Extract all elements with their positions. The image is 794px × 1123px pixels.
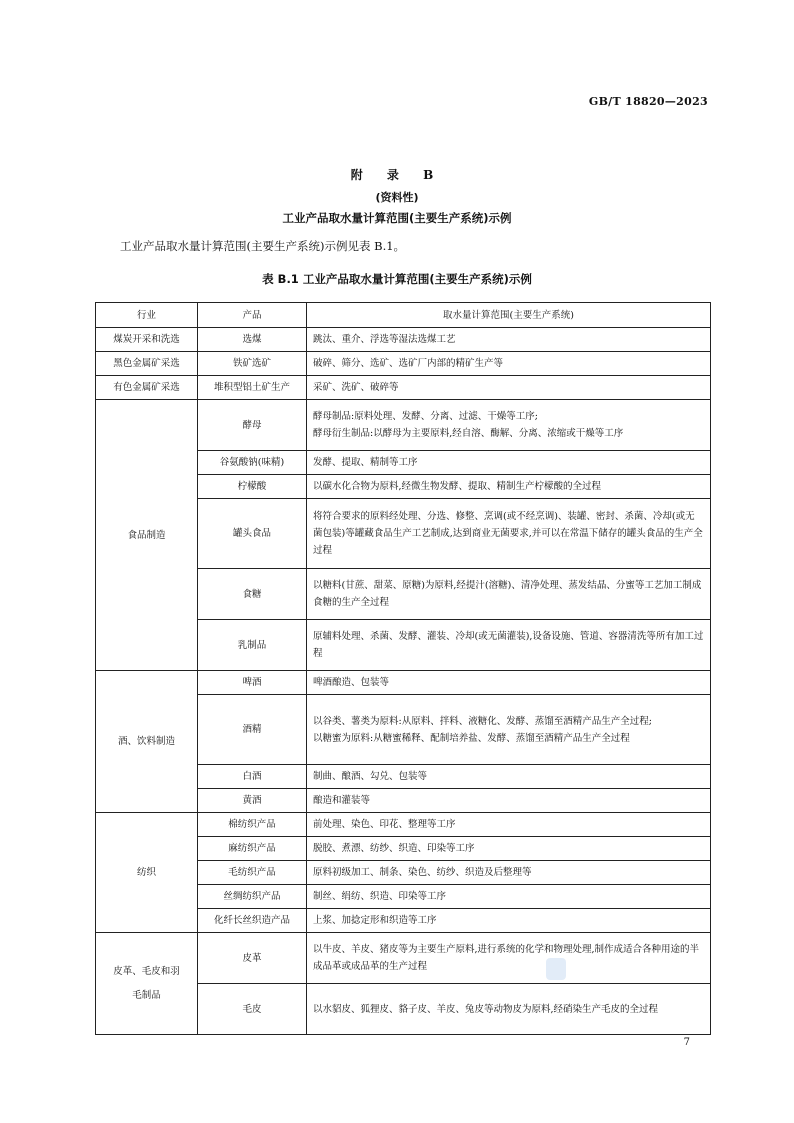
product-cell: 酒精 — [198, 695, 307, 765]
product-cell: 毛皮 — [198, 984, 307, 1035]
product-cell: 啤酒 — [198, 671, 307, 695]
table-row — [96, 328, 711, 352]
scope-line: 上浆、加捻定形和织造等工序 — [313, 915, 437, 926]
table-header-cell: 取水量计算范围(主要生产系统) — [307, 303, 711, 328]
scope-cell — [307, 695, 711, 765]
scope-cell — [307, 376, 711, 400]
scope-line: 酿造和灌装等 — [313, 795, 371, 806]
annex-title: 附 录 B — [350, 168, 444, 182]
scope-cell — [307, 451, 711, 475]
intro-paragraph: 工业产品取水量计算范围(主要生产系统)示例见表 B.1。 — [120, 239, 406, 253]
product-cell: 白酒 — [198, 765, 307, 789]
product-cell: 铁矿选矿 — [198, 352, 307, 376]
table-row — [96, 352, 711, 376]
scope-line: 以水貂皮、狐狸皮、貉子皮、羊皮、兔皮等动物皮为原料,经硝染生产毛皮的全过程 — [313, 1003, 659, 1015]
scope-cell — [307, 328, 711, 352]
table-header-row — [96, 303, 711, 328]
product-cell: 麻纺织产品 — [198, 837, 307, 861]
scope-line: 以糖料(甘蔗、甜菜、原糖)为原料,经提汁(溶糖)、清净处理、蒸发结晶、分蜜等工艺加工制成食糖的生产全过程 — [313, 580, 702, 608]
scope-line: 发酵、提取、精制等工序 — [313, 457, 418, 468]
product-cell: 谷氨酸钠(味精) — [198, 451, 307, 475]
scope-cell — [307, 984, 711, 1035]
scope-line: 原辅料处理、杀菌、发酵、灌装、冷却(或无菌灌装),设备设施、管道、容器清洗等所有加工过程 — [313, 631, 704, 659]
scope-table — [95, 302, 711, 1035]
product-cell: 乳制品 — [198, 620, 307, 671]
watermark-mark — [546, 958, 566, 980]
scope-cell — [307, 620, 711, 671]
scope-line: 破碎、筛分、选矿、选矿厂内部的精矿生产等 — [313, 358, 504, 369]
scope-line: 以谷类、薯类为原料:从原料、拌料、液糖化、发酵、蒸馏至酒精产品生产全过程; — [313, 715, 652, 727]
product-cell: 棉纺织产品 — [198, 813, 307, 837]
scope-cell — [307, 569, 711, 620]
product-cell: 选煤 — [198, 328, 307, 352]
product-cell: 食糖 — [198, 569, 307, 620]
scope-cell — [307, 933, 711, 984]
scope-line: 制丝、绢纺、织造、印染等工序 — [313, 891, 447, 902]
scope-cell — [307, 499, 711, 569]
table-caption: 表 B.1 工业产品取水量计算范围(主要生产系统)示例 — [262, 272, 532, 286]
scope-cell — [307, 765, 711, 789]
scope-cell — [307, 813, 711, 837]
industry-cell: 酒、饮料制造 — [96, 671, 198, 813]
scope-line: 跳汰、重介、浮选等湿法选煤工艺 — [313, 334, 456, 345]
product-cell: 柠檬酸 — [198, 475, 307, 499]
table-header-cell: 行业 — [96, 303, 198, 328]
standard-number: GB/T 18820—2023 — [588, 95, 708, 108]
product-cell: 丝绸纺织产品 — [198, 885, 307, 909]
scope-line: 以碳水化合物为原料,经微生物发酵、提取、精制生产柠檬酸的全过程 — [313, 481, 602, 492]
scope-line: 以牛皮、羊皮、猪皮等为主要生产原料,进行系统的化学和物理处理,制作成适合各种用途的半成品革或成品革的生产过程 — [313, 944, 700, 972]
scope-line: 以糖蜜为原料:从糖蜜稀释、配制培养盐、发酵、蒸馏至酒精产品生产全过程 — [313, 732, 630, 744]
product-cell: 毛纺织产品 — [198, 861, 307, 885]
scope-cell — [307, 400, 711, 451]
scope-line: 脱胶、煮漂、纺纱、织造、印染等工序 — [313, 843, 475, 854]
annex-subtitle: 工业产品取水量计算范围(主要生产系统)示例 — [282, 211, 512, 225]
scope-line: 将符合要求的原料经处理、分选、修整、烹调(或不经烹调)、装罐、密封、杀菌、冷却(或无菌包装)等罐藏食品生产工艺制成,达到商业无菌要求,并可以在常温下储存的罐头食品的生产全过程 — [313, 511, 703, 556]
scope-line: 前处理、染色、印花、整理等工序 — [313, 819, 456, 830]
scope-cell — [307, 671, 711, 695]
scope-cell — [307, 885, 711, 909]
industry-cell: 纺织 — [96, 813, 198, 933]
scope-line: 制曲、酿酒、勾兑、包装等 — [313, 771, 428, 782]
table-header-cell: 产品 — [198, 303, 307, 328]
industry-cell: 皮革、毛皮和羽毛制品 — [96, 933, 198, 1035]
product-cell: 化纤长丝织造产品 — [198, 909, 307, 933]
table-row — [96, 376, 711, 400]
annex-nature: (资料性) — [375, 191, 419, 204]
scope-cell — [307, 789, 711, 813]
table-row — [96, 400, 711, 451]
product-cell: 堆积型铝土矿生产 — [198, 376, 307, 400]
scope-line: 酵母衍生制品:以酵母为主要原料,经自溶、酶解、分离、浓缩或干燥等工序 — [313, 428, 624, 439]
product-cell: 酵母 — [198, 400, 307, 451]
scope-cell — [307, 352, 711, 376]
industry-cell: 黑色金属矿采选 — [96, 352, 198, 376]
scope-cell — [307, 837, 711, 861]
product-cell: 皮革 — [198, 933, 307, 984]
scope-cell — [307, 861, 711, 885]
product-cell: 罐头食品 — [198, 499, 307, 569]
page-number: 7 — [683, 1037, 690, 1048]
product-cell: 黄酒 — [198, 789, 307, 813]
industry-cell: 有色金属矿采选 — [96, 376, 198, 400]
scope-cell — [307, 909, 711, 933]
scope-line: 采矿、洗矿、破碎等 — [313, 382, 399, 393]
industry-cell: 煤炭开采和洗选 — [96, 328, 198, 352]
scope-line: 原料初级加工、制条、染色、纺纱、织造及后整理等 — [313, 867, 532, 878]
table-row — [96, 933, 711, 984]
table-row — [96, 813, 711, 837]
table-row — [96, 671, 711, 695]
industry-cell: 食品制造 — [96, 400, 198, 671]
scope-line: 啤酒酿造、包装等 — [313, 677, 390, 688]
scope-cell — [307, 475, 711, 499]
scope-line: 酵母制品:原料处理、发酵、分离、过滤、干燥等工序; — [313, 411, 538, 422]
